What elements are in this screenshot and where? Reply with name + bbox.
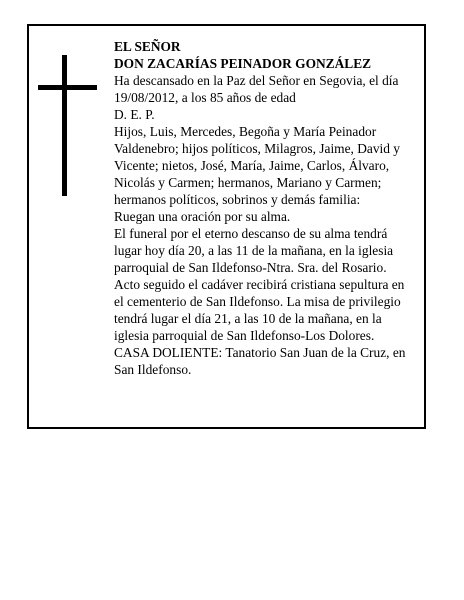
obituary-text xyxy=(114,38,414,378)
rip-abbreviation: D. E. P. xyxy=(114,107,155,122)
cross-horizontal-bar xyxy=(38,85,97,90)
heading-line-1: EL SEÑOR xyxy=(114,39,181,54)
burial-paragraph: Acto seguido el cadáver recibirá cristiana sepultura en el cementerio de San Ildefonso. La misa de privilegio tendrá lugar el día 21, a las 10 de la mañana, en la iglesia parroquial de San Ildefonso-Los Dolores. xyxy=(114,277,405,343)
funeral-paragraph: El funeral por el eterno descanso de su alma tendrá lugar hoy día 20, a las 11 de la mañana, en la iglesia parroquial de San Ildefonso-Ntra. Sra. del Rosario. xyxy=(114,226,394,275)
family-paragraph: Hijos, Luis, Mercedes, Begoña y María Peinador Valdenebro; hijos políticos, Milagros, Jaime, David y Vicente; nietos, José, María, Jaime, Carlos, Álvaro, Nicolás y Carmen; hermanos, Mariano y Carmen; hermanos políticos, sobrinos y demás familia: xyxy=(114,124,400,207)
cross-vertical-bar xyxy=(62,55,67,196)
deceased-name: DON ZACARÍAS PEINADOR GONZÁLEZ xyxy=(114,56,372,71)
latin-cross-icon xyxy=(38,55,97,196)
death-notice-paragraph: Ha descansado en la Paz del Señor en Segovia, el día 19/08/2012, a los 85 años de edad xyxy=(114,73,399,105)
prayer-request: Ruegan una oración por su alma. xyxy=(114,209,291,224)
funeral-home-paragraph: CASA DOLIENTE: Tanatorio San Juan de la Cruz, en San Ildefonso. xyxy=(114,345,406,377)
